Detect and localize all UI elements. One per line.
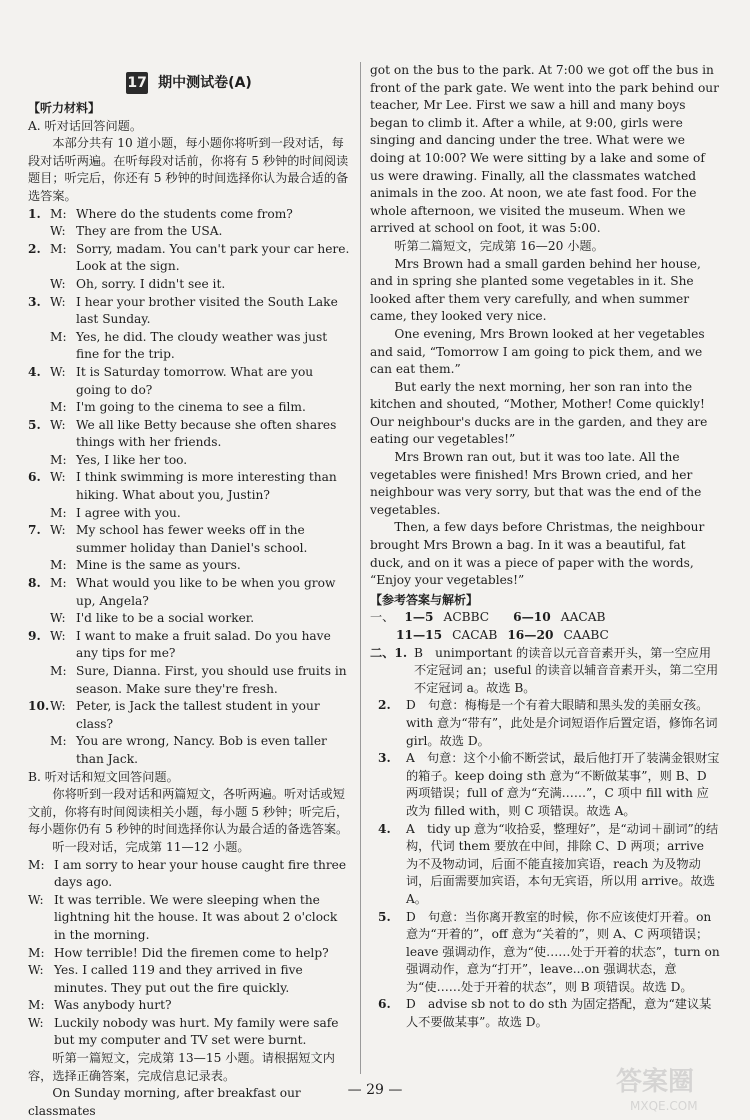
utterance: I'm going to the cinema to see a film. <box>76 400 306 415</box>
utterance: Mine is the same as yours. <box>76 558 241 573</box>
passage1-intro: 听第一篇短文，完成第 13—15 小题。请根据短文内容，选择正确答案，完成信息记录表。 <box>28 1051 335 1083</box>
question-number <box>28 329 50 364</box>
speaker: W: <box>50 611 66 626</box>
key-range: 1—5 <box>404 610 434 625</box>
key-range: 11—15 <box>396 628 443 642</box>
utterance: My school has fewer weeks off in the summer holiday than Daniel's school. <box>76 523 308 555</box>
utterance: I hear your brother visited the South Lake last Sunday. <box>76 294 338 327</box>
long-dialogue-line <box>28 962 350 997</box>
passage2-intro: 听第二篇短文，完成第 16—20 小题。 <box>394 238 604 253</box>
utterance: How terrible! Did the firemen come to help? <box>54 945 329 960</box>
utterance: Where do the students come from? <box>76 206 293 221</box>
question-number: 8. <box>28 576 41 591</box>
long-dialogue-line <box>28 997 350 1015</box>
speaker: M: <box>50 206 67 221</box>
question-number <box>28 610 50 628</box>
utterance: Sure, Dianna. First, you should use fruits in season. Make sure they're fresh. <box>76 664 347 696</box>
question-number: 3. <box>28 294 41 309</box>
long-dialogue-line <box>28 1015 350 1050</box>
dialogue-line <box>28 522 350 557</box>
question-number <box>28 505 50 523</box>
dialogue-line <box>28 276 350 294</box>
dialogue-line <box>28 241 350 276</box>
utterance: They are from the USA. <box>76 224 223 239</box>
dialogue-line <box>28 223 350 241</box>
dialogue-line <box>28 399 350 417</box>
explanation-number: 二、1. <box>370 645 408 660</box>
watermark-text: 答案圈 <box>616 1067 695 1097</box>
utterance: Yes, I like her too. <box>76 452 188 467</box>
question-number <box>28 557 50 575</box>
explanation-number: 6. <box>378 997 391 1012</box>
watermark-sub: MXQE.COM <box>630 1099 698 1113</box>
dialogue-line <box>28 505 350 523</box>
question-number <box>28 733 50 768</box>
speaker: W: <box>50 224 66 239</box>
utterance: Luckily nobody was hurt. My family were safe but my computer and TV set were burnt. <box>54 1015 339 1048</box>
key-prefix: 一、 <box>370 610 395 625</box>
speaker: M: <box>50 558 67 573</box>
speaker: M: <box>28 857 45 872</box>
explanation-item <box>370 645 720 698</box>
long-dialogue <box>28 857 350 1051</box>
dialogue-line <box>28 698 350 733</box>
dialogue-line <box>28 628 350 663</box>
explanation-number: 5. <box>378 909 391 924</box>
explanation-item <box>370 909 720 997</box>
utterance: I'd like to be a social worker. <box>76 611 255 626</box>
part-a-title: A. 听对话回答问题。 <box>28 118 143 133</box>
dialogue-line <box>28 417 350 452</box>
part-b-title: B. 听对话和短文回答问题。 <box>28 769 179 784</box>
speaker: W: <box>50 470 66 485</box>
speaker: W: <box>50 699 66 714</box>
watermark-logo <box>612 1056 732 1116</box>
utterance: Was anybody hurt? <box>54 998 172 1013</box>
explanation-text: D 句意：当你离开教室的时候，你不应该使灯开着。on 意为“开着的”，off 意为“关着的”，则 A、C 两项错误；leave 强调动作，意为“使……处于开着的状态”，turn on 强调动作，意为“打开”，leave...on 强调状态，意为“使……处于开着的状态”，则 B 项错误。故选 D。 <box>406 909 720 994</box>
utterance: I want to make a fruit salad. Do you have any tips for me? <box>76 628 331 661</box>
utterance: We all like Betty because she often shares things with her friends. <box>76 417 337 450</box>
speaker: M: <box>50 452 67 467</box>
question-number: 1. <box>28 206 41 221</box>
explanation-text: D advise sb not to do sth 为固定搭配，意为“建议某人不要做某事”。故选 D。 <box>406 997 712 1030</box>
speaker: M: <box>50 505 67 520</box>
passage1-start: On Sunday morning, after breakfast our classmates <box>28 1086 301 1118</box>
answer-key-row-1 <box>370 609 720 627</box>
explanation-number: 4. <box>378 821 391 836</box>
speaker: M: <box>28 998 45 1013</box>
utterance: Peter, is Jack the tallest student in your class? <box>76 699 320 731</box>
utterance: It was terrible. We were sleeping when the lightning hit the house. It was about 2 o'clock in the morning. <box>54 892 338 942</box>
key-answers: AACAB <box>560 610 606 625</box>
speaker: M: <box>50 734 67 749</box>
short-dialogues <box>28 206 350 769</box>
dialogue-line <box>28 364 350 399</box>
part-b-instructions: 你将听到一段对话和两篇短文，各听两遍。听对话或短文前，你将有时间阅读相关小题，每小题 5 秒钟；听完后，每小题你仍有 5 秒钟的时间选择你认为最合适的备选答案。 <box>28 787 349 837</box>
question-number: 9. <box>28 628 41 643</box>
dialogue-intro: 听一段对话，完成第 11—12 小题。 <box>52 839 250 854</box>
unit-number-badge: 17 <box>126 72 148 94</box>
explanation-item <box>370 821 720 909</box>
passage2-paragraph: One evening, Mrs Brown looked at her vegetables and said, “Tomorrow I am going to pick them, and we can eat them.” <box>370 326 705 377</box>
explanation-text: D 句意：梅梅是一个有着大眼睛和黑头发的美丽女孩。with 意为“带有”，此处是介词短语作后置定语，修饰名词 girl。故选 D。 <box>406 698 718 748</box>
utterance: Yes, he did. The cloudy weather was just fine for the trip. <box>76 329 328 362</box>
question-number: 10. <box>28 699 50 714</box>
speaker: W: <box>50 364 66 379</box>
speaker: W: <box>28 963 44 978</box>
speaker: W: <box>50 294 66 309</box>
utterance: Yes. I called 119 and they arrived in five minutes. They put out the fire quickly. <box>54 963 303 995</box>
dialogue-line <box>28 610 350 628</box>
utterance: I think swimming is more interesting than hiking. What about you, Justin? <box>76 470 337 503</box>
dialogue-line <box>28 452 350 470</box>
question-number <box>28 276 50 294</box>
long-dialogue-line <box>28 892 350 945</box>
passage2-paragraph: Then, a few days before Christmas, the neighbour brought Mrs Brown a bag. In it was a beautiful, fat duck, and on it was a piece of paper with the words, “Enjoy your vegetables!” <box>370 520 705 588</box>
answers-label: 【参考答案与解析】 <box>370 592 479 607</box>
dialogue-line <box>28 733 350 768</box>
dialogue-line <box>28 294 350 329</box>
column-divider <box>360 62 361 1074</box>
part-a-instructions: 本部分共有 10 道小题，每小题你将听到一段对话，每段对话听两遍。在听每段对话前，你将有 5 秒钟的时间阅读题目；听完后，你还有 5 秒钟的时间选择你认为最合适的备选答案。 <box>28 136 349 203</box>
dialogue-line <box>28 206 350 224</box>
speaker: M: <box>50 664 67 678</box>
speaker: M: <box>28 945 45 960</box>
question-number <box>28 452 50 470</box>
page-number: — 29 — <box>347 1082 403 1098</box>
utterance: Sorry, madam. You can't park your car here. Look at the sign. <box>76 241 350 274</box>
speaker: W: <box>50 276 66 291</box>
speaker: M: <box>50 241 67 256</box>
passage2-paragraph: But early the next morning, her son ran into the kitchen and shouted, “Mother, Mother! Come quickly! Our neighbour's ducks are in the garden, and they are eating our vegetables!” <box>370 379 708 447</box>
explanation-item <box>370 750 720 820</box>
utterance: I agree with you. <box>76 505 181 520</box>
dialogue-line <box>28 469 350 504</box>
question-number: 5. <box>28 417 41 432</box>
key-answers: ACBBC <box>443 610 490 625</box>
question-number: 6. <box>28 470 41 485</box>
speaker: M: <box>50 576 67 591</box>
passage2 <box>370 256 720 590</box>
speaker: W: <box>28 1015 44 1030</box>
utterance: You are wrong, Nancy. Bob is even taller than Jack. <box>76 734 327 766</box>
long-dialogue-line <box>28 857 350 892</box>
page-title <box>28 72 350 94</box>
question-number <box>28 399 50 417</box>
key-range: 6—10 <box>513 610 551 625</box>
key-answers: CAABC <box>563 628 609 642</box>
dialogue-line <box>28 663 350 698</box>
utterance: What would you like to be when you grow up, Angela? <box>76 576 336 608</box>
right-column <box>370 62 720 1032</box>
passage1-continued: got on the bus to the park. At 7:00 we got off the bus in front of the park gate. We went into the park behind our teacher, Mr Lee. First we saw a hill and many boys began to climb it. After a while, at 9:00, girls were singing and dancing under the tree. What were we doing at 10:00? We were sitting by a lake and some of us were drawing. Finally, all the classmates watched animals in the zoo. At noon, we ate fast food. For the whole afternoon, we visited the museum. When we arrived at school on foot, it was 5:00. <box>370 63 719 236</box>
question-number <box>28 223 50 241</box>
question-number <box>28 663 50 698</box>
utterance: Oh, sorry. I didn't see it. <box>76 276 226 291</box>
explanations <box>370 645 720 1032</box>
explanation-number: 2. <box>378 698 391 713</box>
speaker: W: <box>50 417 66 432</box>
key-range: 16—20 <box>507 628 554 642</box>
dialogue-line <box>28 557 350 575</box>
explanation-text: A 句意：这个小偷不断尝试，最后他打开了装满金银财宝的箱子。keep doing sth 意为“不断做某事”，则 B、D 两项错误；full of 意为“充满……”，C 项中 fill with 应改为 filled with，则 C 项错误。故选 A。 <box>406 751 720 818</box>
speaker: M: <box>50 400 67 415</box>
passage2-paragraph: Mrs Brown had a small garden behind her house, and in spring she planted some vegetables in it. She looked after them very carefully, and when summer came, they looked very nice. <box>370 256 701 324</box>
explanation-item <box>370 697 720 750</box>
test-title: 期中测试卷(A) <box>158 75 252 91</box>
speaker: W: <box>50 523 66 538</box>
answer-key-row-2 <box>370 627 720 645</box>
explanation-number: 3. <box>378 751 391 766</box>
question-number: 7. <box>28 523 41 538</box>
dialogue-line <box>28 575 350 610</box>
dialogue-line <box>28 329 350 364</box>
listening-label: 【听力材料】 <box>28 101 101 115</box>
explanation-text: B unimportant 的读音以元音音素开头，第一空应用不定冠词 an；useful 的读音以辅音音素开头，第二空用不定冠词 a。故选 B。 <box>414 645 719 695</box>
question-number: 2. <box>28 241 41 256</box>
explanation-item <box>370 996 720 1031</box>
utterance: I am sorry to hear your house caught fire three days ago. <box>54 857 347 890</box>
speaker: W: <box>28 892 44 907</box>
key-answers: CACAB <box>452 628 498 642</box>
speaker: W: <box>50 628 66 643</box>
long-dialogue-line <box>28 945 350 963</box>
passage2-paragraph: Mrs Brown ran out, but it was too late. All the vegetables were finished! Mrs Brown cried, and her neighbour was very sorry, but that was the end of the vegetables. <box>370 450 702 517</box>
speaker: M: <box>50 329 67 344</box>
question-number: 4. <box>28 364 41 379</box>
explanation-text: A tidy up 意为“收拾妥，整理好”，是“动词＋副词”的结构，代词 them 要放在中间，排除 C、D 两项；arrive 为不及物动词，后面不能直接加宾语，reach 为及物动词，后面需要加宾语，本句无宾语，所以用 arrive。故选 A。 <box>406 821 719 906</box>
utterance: It is Saturday tomorrow. What are you going to do? <box>76 364 314 397</box>
left-column <box>28 62 350 1120</box>
